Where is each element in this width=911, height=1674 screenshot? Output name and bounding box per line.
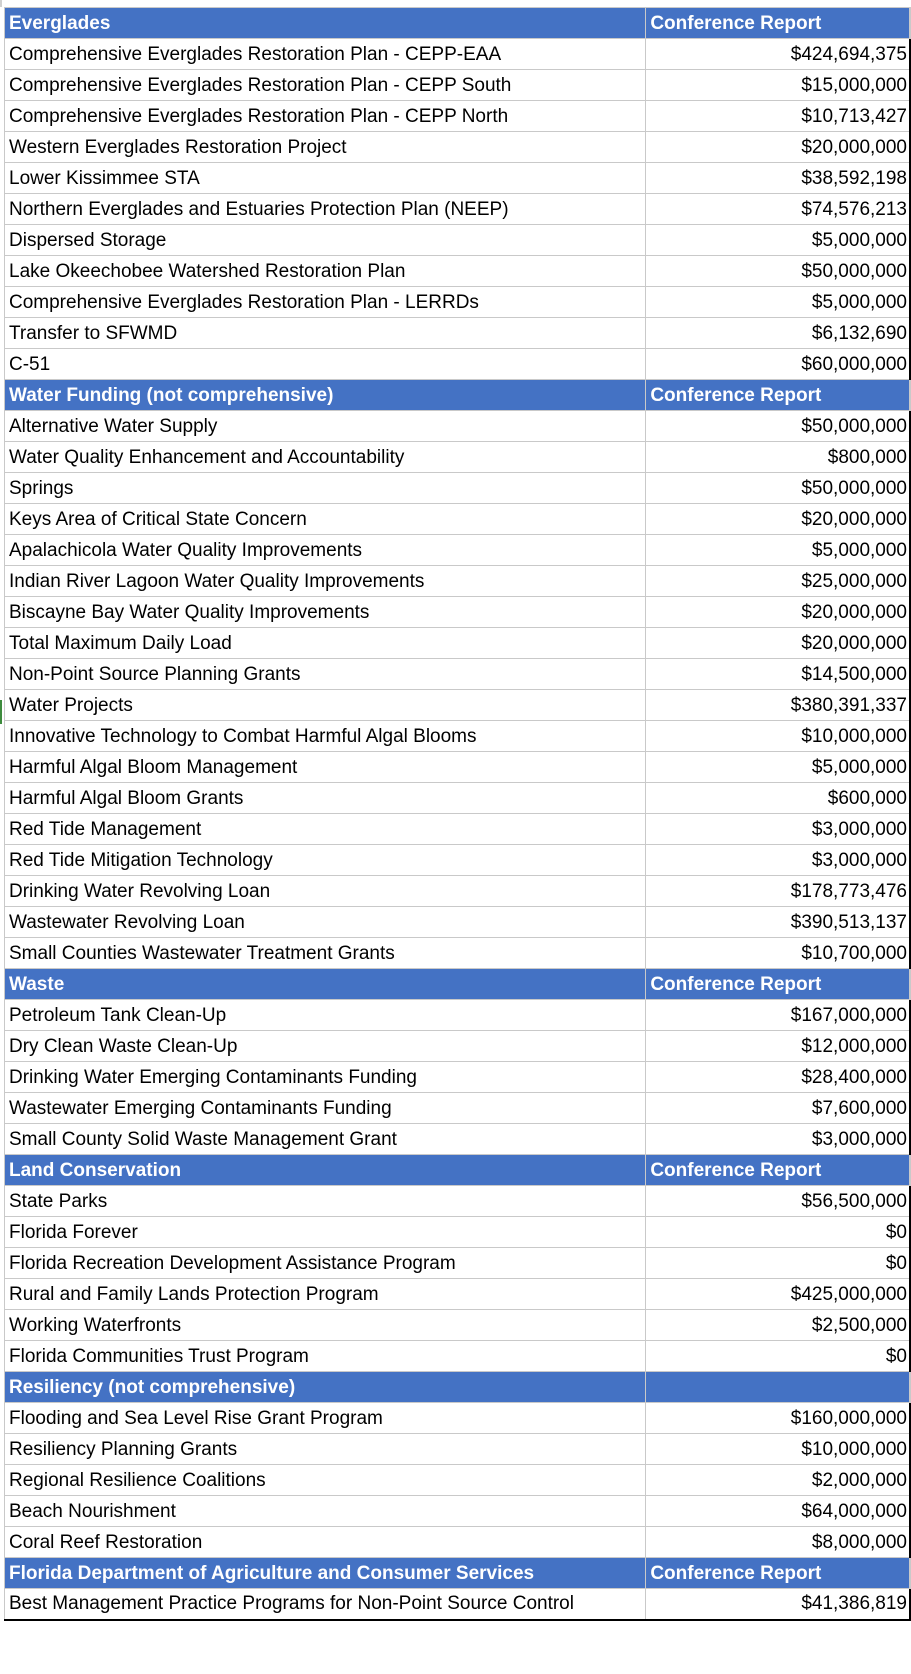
- program-name-cell[interactable]: Flooding and Sea Level Rise Grant Program: [5, 1403, 646, 1434]
- table-row: [5, 597, 911, 628]
- table-row: [5, 628, 911, 659]
- amount-cell[interactable]: $20,000,000: [646, 628, 910, 659]
- table-row: [5, 504, 911, 535]
- amount-cell[interactable]: $64,000,000: [646, 1496, 910, 1527]
- program-name-cell[interactable]: Comprehensive Everglades Restoration Plan - LERRDs: [5, 287, 646, 318]
- amount-cell[interactable]: $20,000,000: [646, 504, 910, 535]
- section-title-cell[interactable]: Everglades: [5, 8, 646, 39]
- section-header-water-funding-not-comprehensive: [5, 380, 911, 411]
- program-name-cell[interactable]: Florida Forever: [5, 1217, 646, 1248]
- table-row: [5, 1186, 911, 1217]
- program-name-cell[interactable]: Indian River Lagoon Water Quality Improvements: [5, 566, 646, 597]
- amount-cell[interactable]: $0: [646, 1341, 910, 1372]
- table-row: [5, 132, 911, 163]
- amount-cell[interactable]: $28,400,000: [646, 1062, 910, 1093]
- program-name-cell[interactable]: Western Everglades Restoration Project: [5, 132, 646, 163]
- amount-cell[interactable]: $50,000,000: [646, 473, 910, 504]
- program-name-cell[interactable]: Lake Okeechobee Watershed Restoration Plan: [5, 256, 646, 287]
- table-row: [5, 1341, 911, 1372]
- table-row: [5, 752, 911, 783]
- table-row: [5, 1310, 911, 1341]
- program-name-cell[interactable]: Water Quality Enhancement and Accountability: [5, 442, 646, 473]
- table-row: [5, 194, 911, 225]
- program-name-cell[interactable]: Non-Point Source Planning Grants: [5, 659, 646, 690]
- program-name-cell[interactable]: Northern Everglades and Estuaries Protection Plan (NEEP): [5, 194, 646, 225]
- amount-cell[interactable]: $5,000,000: [646, 535, 910, 566]
- table-row: [5, 814, 911, 845]
- program-name-cell[interactable]: Springs: [5, 473, 646, 504]
- amount-cell[interactable]: $7,600,000: [646, 1093, 910, 1124]
- program-name-cell[interactable]: Dispersed Storage: [5, 225, 646, 256]
- amount-cell[interactable]: $74,576,213: [646, 194, 910, 225]
- table-row: [5, 1527, 911, 1558]
- amount-cell[interactable]: $15,000,000: [646, 70, 910, 101]
- column-header-cell[interactable]: Conference Report: [646, 8, 910, 39]
- amount-cell[interactable]: $5,000,000: [646, 225, 910, 256]
- amount-cell[interactable]: $41,386,819: [646, 1589, 910, 1620]
- program-name-cell[interactable]: Coral Reef Restoration: [5, 1527, 646, 1558]
- program-name-cell[interactable]: Total Maximum Daily Load: [5, 628, 646, 659]
- amount-cell[interactable]: $5,000,000: [646, 287, 910, 318]
- section-header-waste: [5, 969, 911, 1000]
- program-name-cell[interactable]: Resiliency Planning Grants: [5, 1434, 646, 1465]
- section-title-cell[interactable]: Water Funding (not comprehensive): [5, 380, 646, 411]
- table-row: [5, 1496, 911, 1527]
- table-row: [5, 473, 911, 504]
- program-name-cell[interactable]: Alternative Water Supply: [5, 411, 646, 442]
- program-name-cell[interactable]: Harmful Algal Bloom Grants: [5, 783, 646, 814]
- table-row: [5, 411, 911, 442]
- column-header-cell[interactable]: Conference Report: [646, 380, 910, 411]
- program-name-cell[interactable]: Keys Area of Critical State Concern: [5, 504, 646, 535]
- amount-cell[interactable]: $424,694,375: [646, 39, 910, 70]
- table-row: [5, 535, 911, 566]
- table-row: [5, 1217, 911, 1248]
- column-header-cell[interactable]: Conference Report: [646, 1155, 910, 1186]
- table-row: [5, 70, 911, 101]
- program-name-cell[interactable]: Lower Kissimmee STA: [5, 163, 646, 194]
- sheet-top-gutter: [0, 0, 911, 7]
- column-gutter-mark: [0, 0, 2, 7]
- amount-cell[interactable]: $2,500,000: [646, 1310, 910, 1341]
- program-name-cell[interactable]: Rural and Family Lands Protection Program: [5, 1279, 646, 1310]
- amount-cell[interactable]: $3,000,000: [646, 845, 910, 876]
- amount-cell[interactable]: $38,592,198: [646, 163, 910, 194]
- budget-spreadsheet: [4, 7, 911, 1621]
- program-name-cell[interactable]: Best Management Practice Programs for Non-Point Source Control: [5, 1589, 646, 1620]
- amount-cell[interactable]: $800,000: [646, 442, 910, 473]
- table-row: [5, 1434, 911, 1465]
- program-name-cell[interactable]: Apalachicola Water Quality Improvements: [5, 535, 646, 566]
- section-title-cell[interactable]: Waste: [5, 969, 646, 1000]
- program-name-cell[interactable]: Innovative Technology to Combat Harmful Algal Blooms: [5, 721, 646, 752]
- program-name-cell[interactable]: Drinking Water Revolving Loan: [5, 876, 646, 907]
- program-name-cell[interactable]: Petroleum Tank Clean-Up: [5, 1000, 646, 1031]
- amount-cell[interactable]: $25,000,000: [646, 566, 910, 597]
- program-name-cell[interactable]: Working Waterfronts: [5, 1310, 646, 1341]
- program-name-cell[interactable]: C-51: [5, 349, 646, 380]
- program-name-cell[interactable]: Dry Clean Waste Clean-Up: [5, 1031, 646, 1062]
- amount-cell[interactable]: $3,000,000: [646, 1124, 910, 1155]
- amount-cell[interactable]: $0: [646, 1248, 910, 1279]
- section-header-resiliency-not-comprehensive: [5, 1372, 911, 1403]
- table-row: [5, 1000, 911, 1031]
- program-name-cell[interactable]: Water Projects: [5, 690, 646, 721]
- program-name-cell[interactable]: Wastewater Revolving Loan: [5, 907, 646, 938]
- table-row: [5, 442, 911, 473]
- section-header-everglades: [5, 8, 911, 39]
- amount-cell[interactable]: $178,773,476: [646, 876, 910, 907]
- amount-cell[interactable]: $2,000,000: [646, 1465, 910, 1496]
- table-row: [5, 845, 911, 876]
- program-name-cell[interactable]: Red Tide Mitigation Technology: [5, 845, 646, 876]
- program-name-cell[interactable]: Beach Nourishment: [5, 1496, 646, 1527]
- table-row: [5, 39, 911, 70]
- amount-cell[interactable]: $5,000,000: [646, 752, 910, 783]
- amount-cell[interactable]: $20,000,000: [646, 597, 910, 628]
- table-row: [5, 1248, 911, 1279]
- table-row: [5, 783, 911, 814]
- column-header-cell[interactable]: Conference Report: [646, 969, 910, 1000]
- amount-cell[interactable]: $10,000,000: [646, 1434, 910, 1465]
- amount-cell[interactable]: $20,000,000: [646, 132, 910, 163]
- table-row: [5, 938, 911, 969]
- amount-cell[interactable]: $50,000,000: [646, 411, 910, 442]
- table-row: [5, 721, 911, 752]
- table-row: [5, 163, 911, 194]
- program-name-cell[interactable]: Wastewater Emerging Contaminants Funding: [5, 1093, 646, 1124]
- table-row: [5, 1279, 911, 1310]
- section-title-cell[interactable]: Resiliency (not comprehensive): [5, 1372, 646, 1403]
- table-row: [5, 1403, 911, 1434]
- amount-cell[interactable]: $60,000,000: [646, 349, 910, 380]
- amount-cell[interactable]: $0: [646, 1217, 910, 1248]
- table-row: [5, 101, 911, 132]
- column-header-cell[interactable]: Conference Report: [646, 1558, 910, 1589]
- section-header-land-conservation: [5, 1155, 911, 1186]
- amount-cell[interactable]: $56,500,000: [646, 1186, 910, 1217]
- amount-cell[interactable]: $390,513,137: [646, 907, 910, 938]
- table-row: [5, 318, 911, 349]
- program-name-cell[interactable]: Regional Resilience Coalitions: [5, 1465, 646, 1496]
- table-row: [5, 690, 911, 721]
- amount-cell[interactable]: $3,000,000: [646, 814, 910, 845]
- program-name-cell[interactable]: Comprehensive Everglades Restoration Plan - CEPP South: [5, 70, 646, 101]
- table-row: [5, 225, 911, 256]
- program-name-cell[interactable]: Drinking Water Emerging Contaminants Funding: [5, 1062, 646, 1093]
- program-name-cell[interactable]: Small County Solid Waste Management Grant: [5, 1124, 646, 1155]
- program-name-cell[interactable]: Florida Recreation Development Assistance Program: [5, 1248, 646, 1279]
- amount-cell[interactable]: $380,391,337: [646, 690, 910, 721]
- table-row: [5, 349, 911, 380]
- section-title-cell[interactable]: Land Conservation: [5, 1155, 646, 1186]
- program-name-cell[interactable]: Comprehensive Everglades Restoration Plan - CEPP-EAA: [5, 39, 646, 70]
- program-name-cell[interactable]: Red Tide Management: [5, 814, 646, 845]
- column-header-cell[interactable]: [646, 1372, 910, 1403]
- program-name-cell[interactable]: State Parks: [5, 1186, 646, 1217]
- amount-cell[interactable]: $6,132,690: [646, 318, 910, 349]
- table-row: [5, 256, 911, 287]
- amount-cell[interactable]: $10,713,427: [646, 101, 910, 132]
- amount-cell[interactable]: $10,700,000: [646, 938, 910, 969]
- program-name-cell[interactable]: Biscayne Bay Water Quality Improvements: [5, 597, 646, 628]
- amount-cell[interactable]: $50,000,000: [646, 256, 910, 287]
- program-name-cell[interactable]: Florida Communities Trust Program: [5, 1341, 646, 1372]
- table-row: [5, 1589, 911, 1620]
- table-row: [5, 659, 911, 690]
- amount-cell[interactable]: $425,000,000: [646, 1279, 910, 1310]
- section-title-cell[interactable]: Florida Department of Agriculture and Consumer Services: [5, 1558, 646, 1589]
- table-row: [5, 1124, 911, 1155]
- program-name-cell[interactable]: Harmful Algal Bloom Management: [5, 752, 646, 783]
- amount-cell[interactable]: $10,000,000: [646, 721, 910, 752]
- spreadsheet-body: [5, 8, 911, 1620]
- table-row: [5, 1031, 911, 1062]
- table-row: [5, 1062, 911, 1093]
- section-header-florida-department-of-agriculture-and-consumer-services: [5, 1558, 911, 1589]
- amount-cell[interactable]: $12,000,000: [646, 1031, 910, 1062]
- table-row: [5, 1465, 911, 1496]
- table-row: [5, 287, 911, 318]
- program-name-cell[interactable]: Comprehensive Everglades Restoration Plan - CEPP North: [5, 101, 646, 132]
- amount-cell[interactable]: $14,500,000: [646, 659, 910, 690]
- table-row: [5, 1093, 911, 1124]
- amount-cell[interactable]: $160,000,000: [646, 1403, 910, 1434]
- table-row: [5, 566, 911, 597]
- amount-cell[interactable]: $600,000: [646, 783, 910, 814]
- table-row: [5, 907, 911, 938]
- program-name-cell[interactable]: Small Counties Wastewater Treatment Grants: [5, 938, 646, 969]
- table-row: [5, 876, 911, 907]
- active-row-indicator: [0, 700, 2, 724]
- amount-cell[interactable]: $8,000,000: [646, 1527, 910, 1558]
- program-name-cell[interactable]: Transfer to SFWMD: [5, 318, 646, 349]
- amount-cell[interactable]: $167,000,000: [646, 1000, 910, 1031]
